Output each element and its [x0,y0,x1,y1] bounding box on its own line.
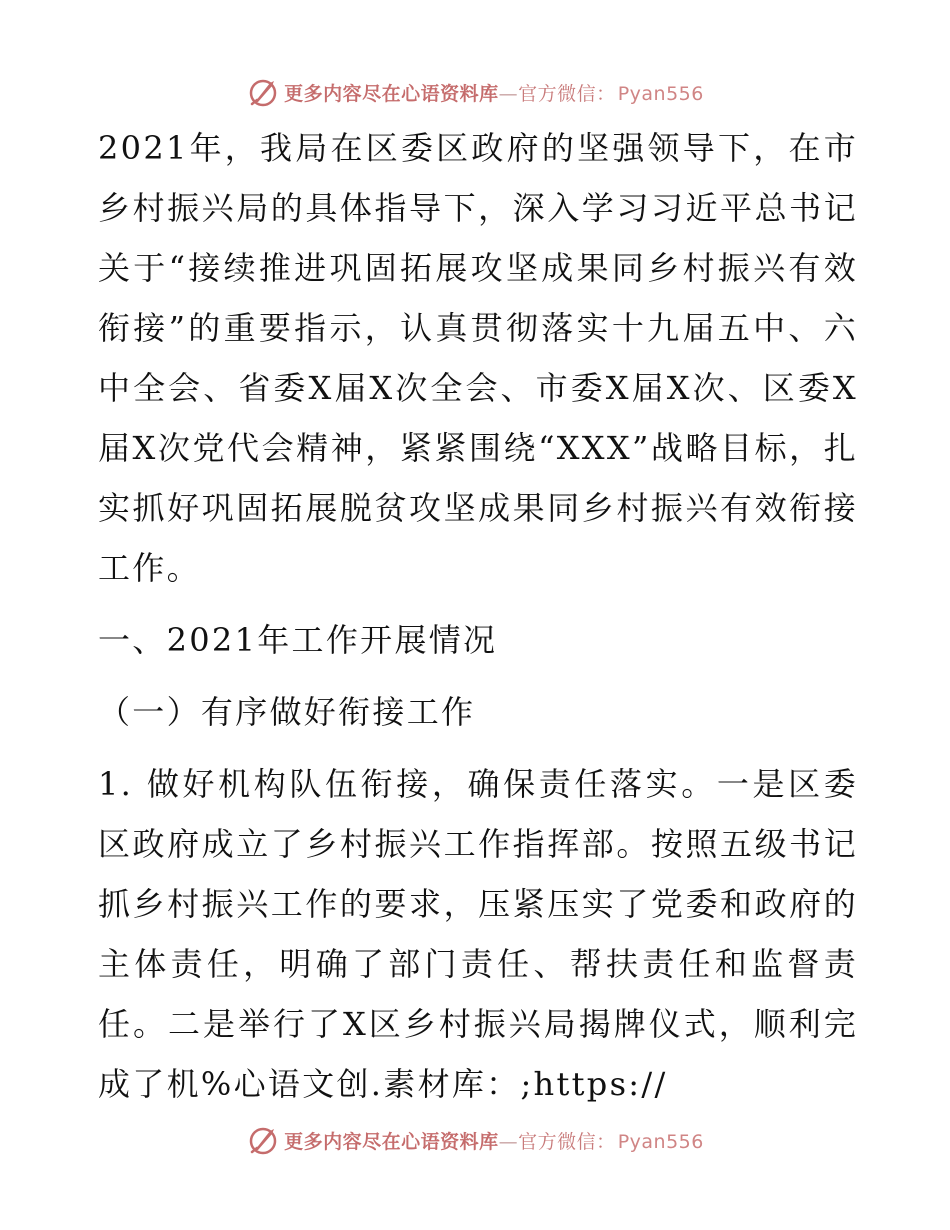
watermark-wechat-label: 官方微信： [518,1130,616,1153]
section-heading: 一、2021年工作开展情况 [98,621,498,659]
watermark-separator: — [498,1130,519,1153]
quill-pen-logo-icon [246,75,280,109]
watermark-slogan: 更多内容尽在心语资料库 [284,1130,499,1153]
document-body [98,118,858,1114]
watermark-slogan: 更多内容尽在心语资料库 [284,82,499,105]
watermark-text [284,79,704,106]
watermark-wechat-id: Pyan556 [617,82,704,105]
intro-paragraph: 2021年，我局在区委区政府的坚强领导下，在市乡村振兴局的具体指导下，深入学习习近平总书记关于“接续推进巩固拓展攻坚成果同乡村振兴有效衔接”的重要指示，认真贯彻落实十九届五中、六中全会、省委X届X次全会、市委X届X次、区委X届X次党代会精神，紧紧围绕“XXX”战略目标，扎实抓好巩固拓展脱贫攻坚成果同乡村振兴有效衔接工作。 [98,129,858,587]
watermark-wechat-label: 官方微信： [518,82,616,105]
watermark-text [284,1127,704,1154]
watermark-banner-top [0,72,950,112]
watermark-banner-bottom [0,1120,950,1160]
item-paragraph: 1. 做好机构队伍衔接，确保责任落实。一是区委区政府成立了乡村振兴工作指挥部。按照五级书记抓乡村振兴工作的要求，压紧压实了党委和政府的主体责任，明确了部门责任、帮扶责任和监督责任。二是举行了X区乡村振兴局揭牌仪式，顺利完成了机%心语文创.素材库：;https:// [98,765,858,1103]
watermark-separator: — [498,82,519,105]
subsection-heading: （一）有序做好衔接工作 [98,693,476,731]
watermark-wechat-id: Pyan556 [617,1130,704,1153]
quill-pen-logo-icon [246,1123,280,1157]
